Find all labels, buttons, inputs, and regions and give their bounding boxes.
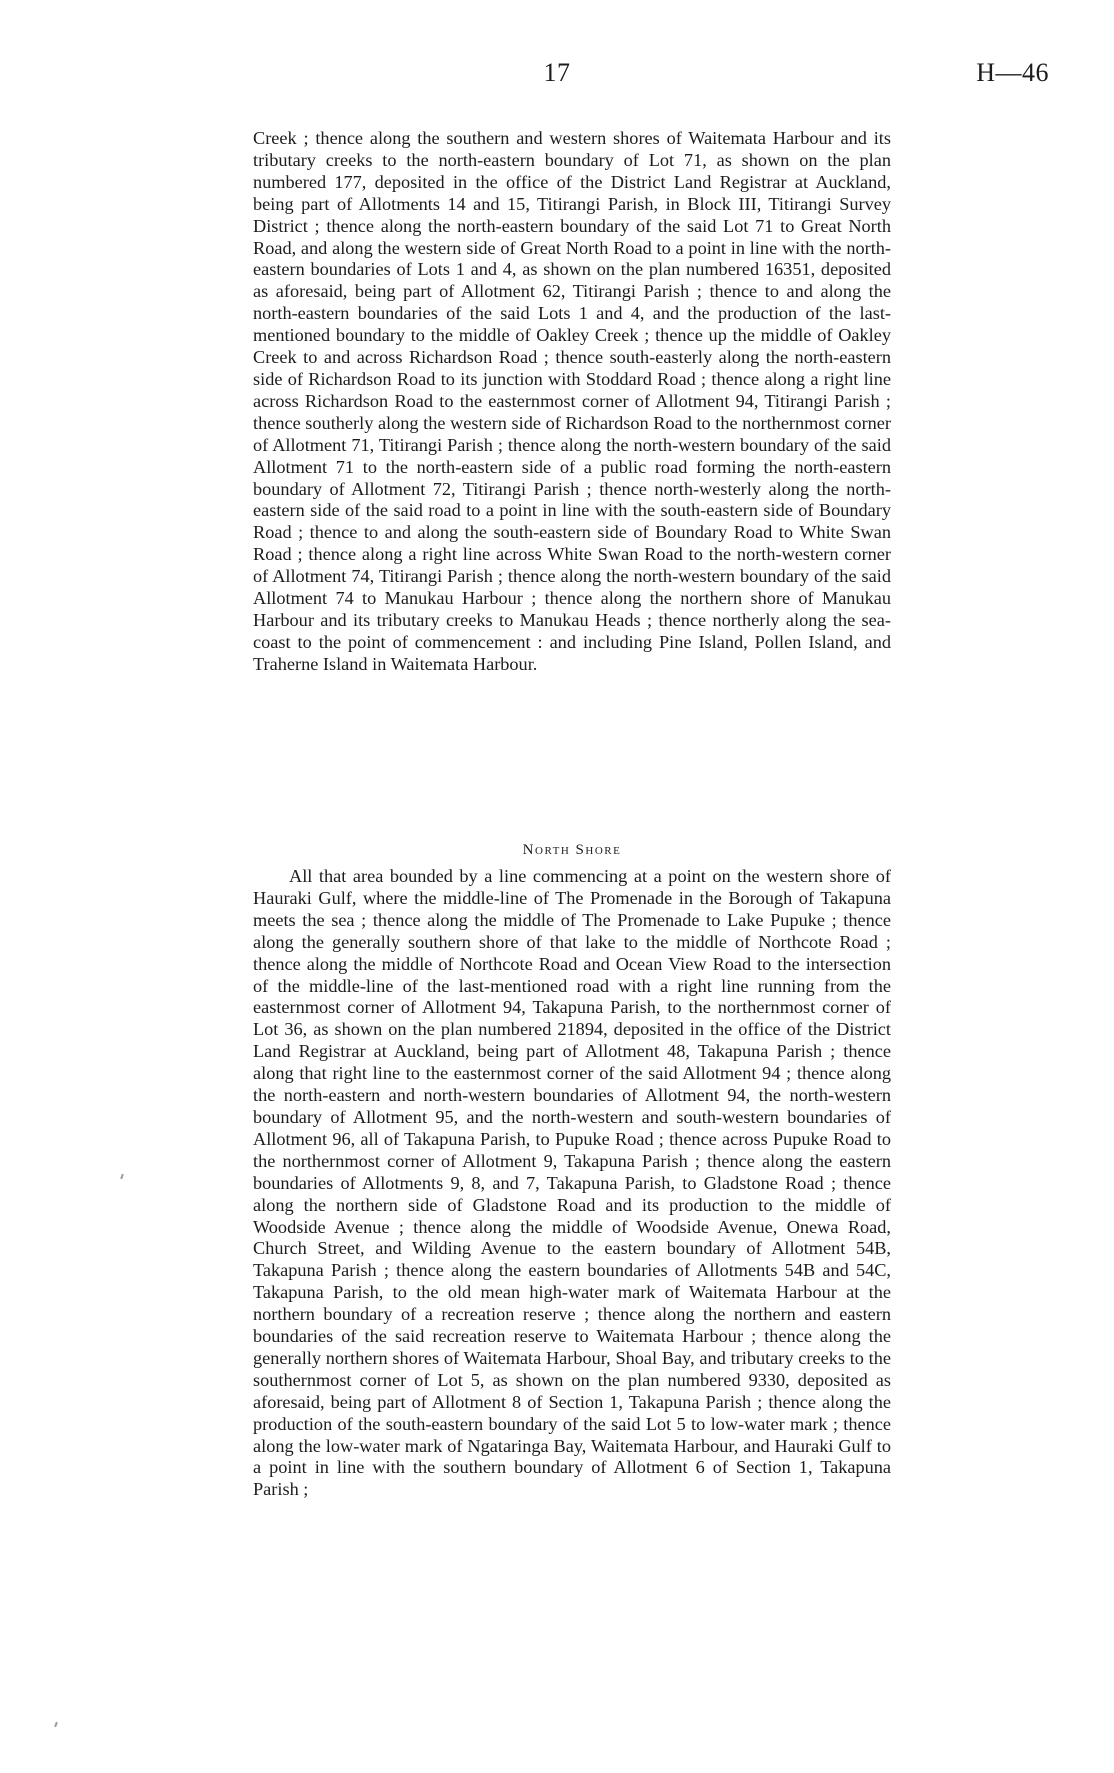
boundary-description-continued (253, 128, 891, 676)
page-number: 17 (543, 58, 571, 87)
north-shore-description (253, 866, 891, 1501)
scan-speck (54, 1722, 58, 1727)
document-reference: H—46 (976, 58, 1049, 87)
body-paragraph: All that area bounded by a line commencing at a point on the western shore of Hauraki Gulf, where the middle-line of The Promenade in the Borough of Takapuna meets the sea ; thence along the middle of The Promenade to Lake Pupuke ; thence along the generally southern shore of that lake to the middle of Northcote Road ; thence along the middle of Northcote Road and Ocean View Road to the intersection of the middle-line of the last-mentioned road with a right line running from the easternmost corner of Allotment 94, Takapuna Parish, to the northernmost corner of Lot 36, as shown on the plan numbered 21894, deposited in the office of the District Land Registrar at Auckland, being part of Allotment 48, Takapuna Parish ; thence along that right line to the easternmost corner of the said Allotment 94 ; thence along the north-eastern and north-western boundaries of Allotment 94, the north-western boundary of Allotment 95, and the north-western and south-western boundaries of Allotment 96, all of Takapuna Parish, to Pupuke Road ; thence across Pupuke Road to the northernmost corner of Allotment 9, Takapuna Parish ; thence along the eastern boundaries of Allotments 9, 8, and 7, Takapuna Parish, to Gladstone Road ; thence along the northern side of Gladstone Road and its production to the middle of Woodside Avenue ; thence along the middle of Woodside Avenue, Onewa Road, Church Street, and Wilding Avenue to the eastern boundary of Allotment 54B, Takapuna Parish ; thence along the eastern boundaries of Allotments 54B and 54C, Takapuna Parish, to the old mean high-water mark of Waitemata Harbour at the northern boundary of a recreation reserve ; thence along the northern and eastern boundaries of the said recreation reserve to Waitemata Harbour ; thence along the generally northern shores of Waitemata Harbour, Shoal Bay, and tributary creeks to the southernmost corner of Lot 5, as shown on the plan numbered 9330, deposited as aforesaid, being part of Allotment 8 of Section 1, Takapuna Parish ; thence along the production of the south-eastern boundary of the said Lot 5 to low-water mark ; thence along the low-water mark of Ngataringa Bay, Waitemata Harbour, and Hauraki Gulf to a point in line with the southern boundary of Allotment 6 of Section 1, Takapuna Parish ; (253, 866, 891, 1500)
section-heading: North Shore (522, 842, 622, 858)
body-paragraph: Creek ; thence along the southern and western shores of Waitemata Harbour and its tributary creeks to the north-eastern boundary of Lot 71, as shown on the plan numbered 177, deposited in the office of the District Land Registrar at Auckland, being part of Allotments 14 and 15, Titirangi Parish, in Block III, Titirangi Survey District ; thence along the north-eastern boundary of the said Lot 71 to Great North Road, and along the western side of Great North Road to a point in line with the north-eastern boundaries of Lots 1 and 4, as shown on the plan numbered 16351, deposited as aforesaid, being part of Allotment 62, Titirangi Parish ; thence to and along the north-eastern boundaries of the said Lots 1 and 4, and the production of the last-mentioned boundary to the middle of Oakley Creek ; thence up the middle of Oakley Creek to and across Richardson Road ; thence south-easterly along the north-eastern side of Richardson Road to its junction with Stoddard Road ; thence along a right line across Richardson Road to the easternmost corner of Allotment 94, Titirangi Parish ; thence southerly along the western side of Richardson Road to the northernmost corner of Allotment 71, Titirangi Parish ; thence along the north-western boundary of the said Allotment 71 to the north-eastern side of a public road forming the north-eastern boundary of Allotment 72, Titirangi Parish ; thence north-westerly along the north-eastern side of the said road to a point in line with the south-eastern side of Boundary Road ; thence to and along the south-eastern side of Boundary Road to White Swan Road ; thence along a right line across White Swan Road to the north-western corner of Allotment 74, Titirangi Parish ; thence along the north-western boundary of the said Allotment 74 to Manukau Harbour ; thence along the northern shore of Manukau Harbour and its tributary creeks to Manukau Heads ; thence northerly along the sea-coast to the point of commencement : and including Pine Island, Pollen Island, and Traherne Island in Waitemata Harbour. (253, 128, 891, 674)
scan-speck (120, 1174, 124, 1179)
